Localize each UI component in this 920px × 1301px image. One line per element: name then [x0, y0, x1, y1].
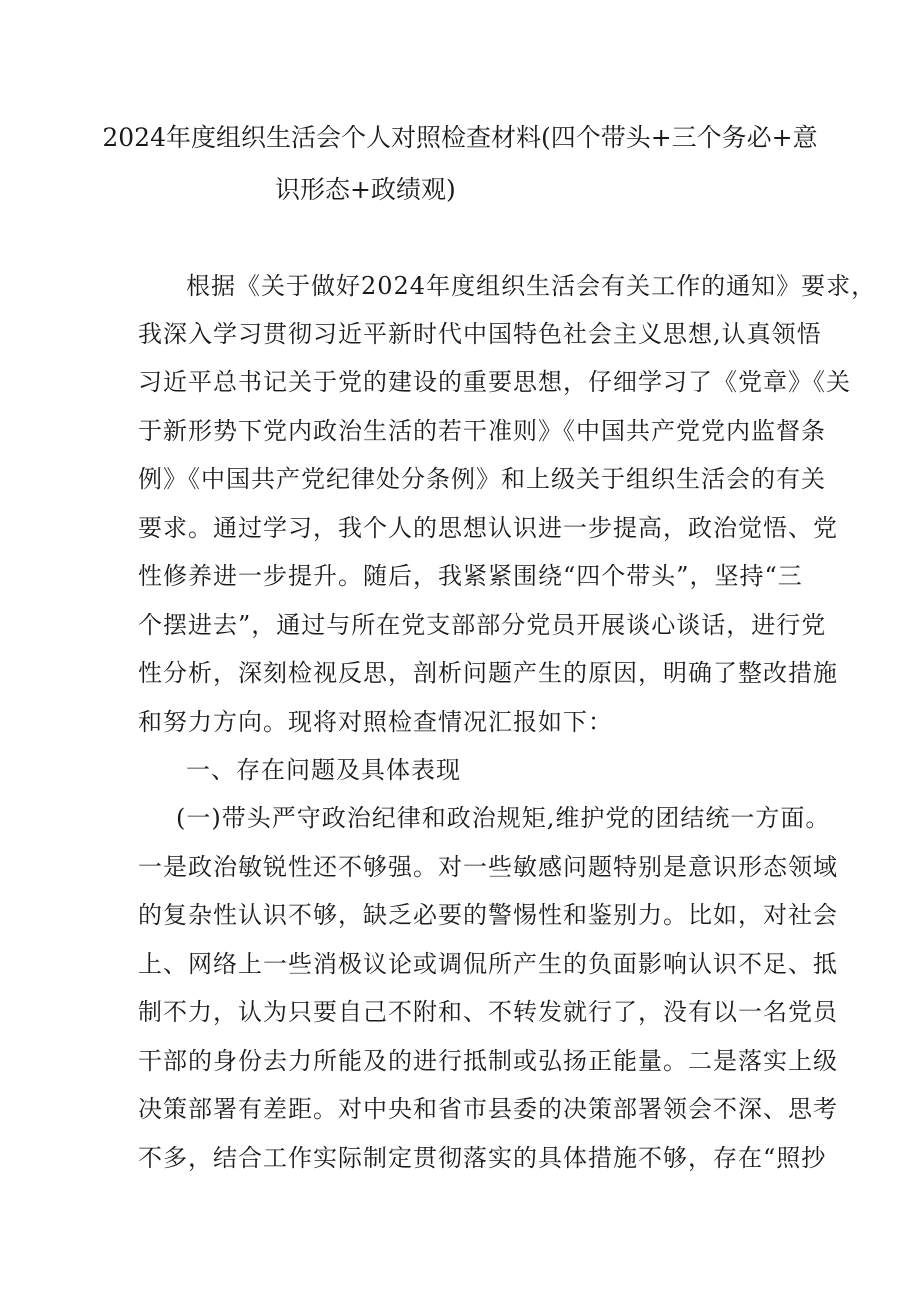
- subsection-1-heading: (一)带头严守政治纪律和政治规矩,维护党的团结统一方面。: [176, 804, 831, 832]
- paragraph-1-line: 性修养进一步提升。随后，我紧紧围绕“四个带头”，坚持“三: [138, 562, 803, 590]
- paragraph-2-line: 一是政治敏锐性还不够强。对一些敏感问题特别是意识形态领域: [138, 853, 838, 881]
- paragraph-1-line: 习近平总书记关于党的建设的重要思想，仔细学习了《党章》《关: [138, 368, 851, 396]
- document-title-line-1: 2024年度组织生活会个人对照检查材料(四个带头+三个务必+意: [102, 123, 818, 152]
- paragraph-2-line: 不多，结合工作实际制定贯彻落实的具体措施不够，存在“照抄: [138, 1144, 827, 1172]
- paragraph-2-line: 的复杂性认识不够，缺乏必要的警惕性和鉴别力。比如，对社会: [138, 901, 838, 929]
- paragraph-2-line: 上、网络上一些消极议论或调侃所产生的负面影响认识不足、抵: [138, 950, 838, 978]
- paragraph-1-line: 根据《关于做好2024年度组织生活会有关工作的通知》要求，: [186, 272, 877, 300]
- paragraph-2-line: 干部的身份去力所能及的进行抵制或弘扬正能量。二是落实上级: [138, 1047, 838, 1075]
- section-1-heading: 一、存在问题及具体表现: [186, 756, 461, 784]
- paragraph-2-line: 决策部署有差距。对中央和省市县委的决策部署领会不深、思考: [138, 1095, 838, 1123]
- paragraph-1-line: 性分析，深刻检视反思，剖析问题产生的原因，明确了整改措施: [138, 659, 838, 687]
- paragraph-2-line: 制不力，认为只要自己不附和、不转发就行了，没有以一名党员: [138, 998, 838, 1026]
- paragraph-1-line: 于新形势下党内政治生活的若干准则》《中国共产党党内监督条: [138, 417, 826, 445]
- paragraph-1-line: 我深入学习贯彻习近平新时代中国特色社会主义思想,认真领悟: [138, 320, 822, 348]
- paragraph-1-line: 例》《中国共产党纪律处分条例》和上级关于组织生活会的有关: [138, 465, 826, 493]
- document-title-line-2: 识形态+政绩观): [275, 175, 456, 204]
- paragraph-1-line: 个摆进去”，通过与所在党支部部分党员开展谈心谈话，进行党: [138, 611, 827, 639]
- paragraph-1-line: 和努力方向。现将对照检查情况汇报如下：: [138, 708, 613, 736]
- paragraph-1-line: 要求。通过学习，我个人的思想认识进一步提高，政治觉悟、党: [138, 514, 838, 542]
